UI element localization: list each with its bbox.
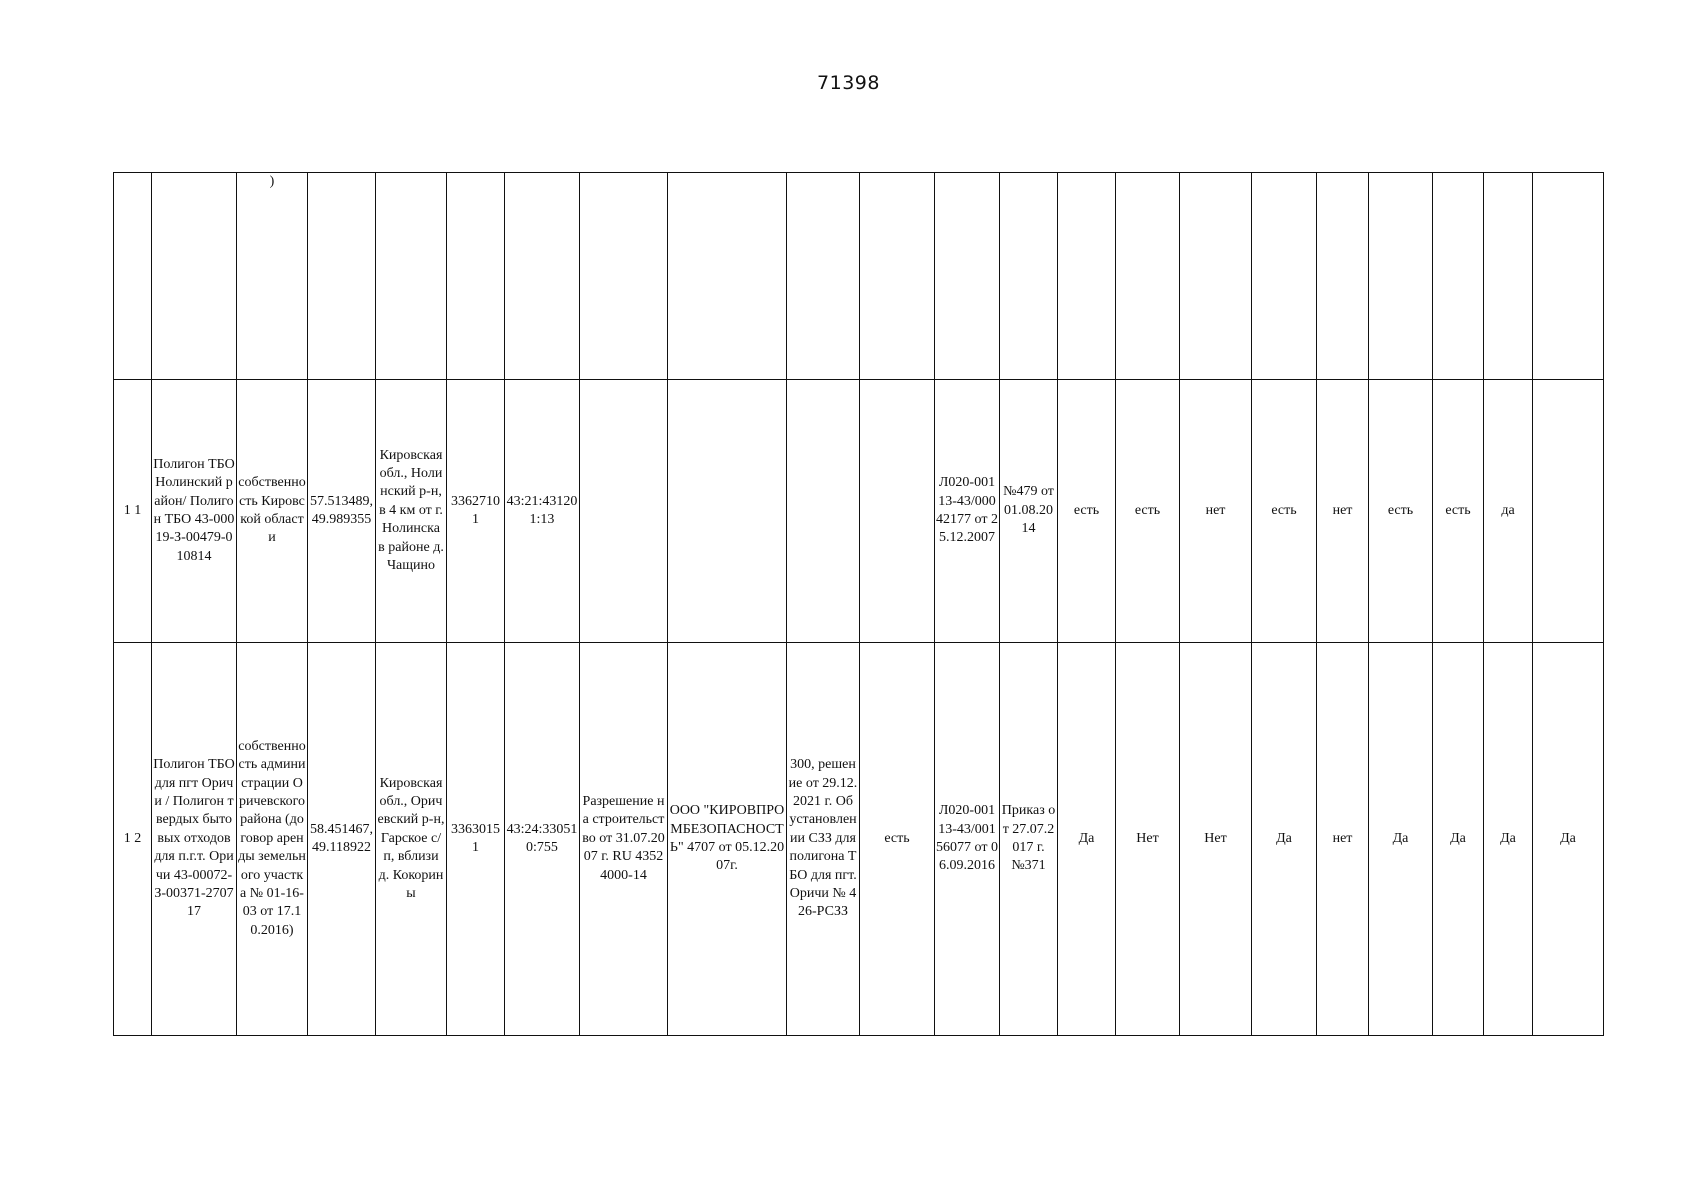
cell-c22: Да <box>1533 643 1604 1036</box>
cell-c18: нет <box>1317 380 1369 643</box>
cell-c15 <box>1116 173 1180 380</box>
cell-object-name: Полигон ТБО для пгт Оричи / Полигон твердых бытовых отходов для п.г.т. Оричи 43-00072-З-00371-270717 <box>152 643 237 1036</box>
cell-c11 <box>860 173 935 380</box>
cell-expertise <box>668 173 787 380</box>
cell-oktmo: 33630151 <box>447 643 505 1036</box>
cell-c19: есть <box>1369 380 1433 643</box>
table-row <box>114 643 1604 1036</box>
registry-table <box>113 172 1604 1036</box>
cell-c19 <box>1369 173 1433 380</box>
cell-c18: нет <box>1317 643 1369 1036</box>
cell-c21: да <box>1484 380 1533 643</box>
cell-cadastral-number: 43:24:330510:755 <box>505 643 580 1036</box>
cell-ownership: собственность администрации Оричевского района (договор аренды земельного участка № 01-16-03 от 17.10.2016) <box>237 643 308 1036</box>
cell-order: Приказ от 27.07.2017 г. №371 <box>1000 643 1058 1036</box>
cell-c17 <box>1252 173 1317 380</box>
cell-index <box>114 173 152 380</box>
cell-coordinates: 58.451467, 49.118922 <box>308 643 376 1036</box>
page-number: 71398 <box>817 72 880 94</box>
cell-address: Кировская обл., Нолинский р-н, в 4 км от г. Нолинска в районе д. Чащино <box>376 380 447 643</box>
cell-order: №479 от 01.08.2014 <box>1000 380 1058 643</box>
cell-c17: Да <box>1252 643 1317 1036</box>
cell-c19: Да <box>1369 643 1433 1036</box>
cell-c11: есть <box>860 643 935 1036</box>
cell-cadastral-number <box>505 173 580 380</box>
cell-c21 <box>1484 173 1533 380</box>
cell-expertise: ООО "КИРОВПРОМБЕЗОПАСНОСТЬ" 4707 от 05.12.2007г. <box>668 643 787 1036</box>
cell-c11 <box>860 380 935 643</box>
cell-construction-permit <box>580 380 668 643</box>
cell-license: Л020-00113-43/00042177 от 25.12.2007 <box>935 380 1000 643</box>
cell-expertise <box>668 380 787 643</box>
cell-c14 <box>1058 173 1116 380</box>
cell-c18 <box>1317 173 1369 380</box>
cell-c21: Да <box>1484 643 1533 1036</box>
cell-c16: нет <box>1180 380 1252 643</box>
cell-order <box>1000 173 1058 380</box>
cell-oktmo: 33627101 <box>447 380 505 643</box>
table-row-continuation <box>114 173 1604 380</box>
cell-c20 <box>1433 173 1484 380</box>
cell-index: 1 2 <box>114 643 152 1036</box>
cell-object-name <box>152 173 237 380</box>
cell-sanitary-zone: 300, решение от 29.12.2021 г. Об установлении СЗЗ для полигона ТБО для пгт. Оричи № 426-РСЗЗ <box>787 643 860 1036</box>
cell-license: Л020-00113-43/00156077 от 06.09.2016 <box>935 643 1000 1036</box>
cell-ownership: ) <box>237 173 308 380</box>
cell-oktmo <box>447 173 505 380</box>
cell-address <box>376 173 447 380</box>
cell-c14: есть <box>1058 380 1116 643</box>
cell-c20: есть <box>1433 380 1484 643</box>
cell-ownership: собственность Кировской области <box>237 380 308 643</box>
cell-construction-permit: Разрешение на строительство от 31.07.2007 г. RU 43524000-14 <box>580 643 668 1036</box>
cell-c15: есть <box>1116 380 1180 643</box>
cell-c22 <box>1533 380 1604 643</box>
cell-coordinates: 57.513489, 49.989355 <box>308 380 376 643</box>
cell-sanitary-zone <box>787 380 860 643</box>
cell-cadastral-number: 43:21:431201:13 <box>505 380 580 643</box>
cell-license <box>935 173 1000 380</box>
cell-c17: есть <box>1252 380 1317 643</box>
cell-object-name: Полигон ТБО Нолинский район/ Полигон ТБО 43-00019-З-00479-010814 <box>152 380 237 643</box>
cell-sanitary-zone <box>787 173 860 380</box>
cell-c16 <box>1180 173 1252 380</box>
cell-index: 1 1 <box>114 380 152 643</box>
cell-construction-permit <box>580 173 668 380</box>
cell-c22 <box>1533 173 1604 380</box>
cell-address: Кировская обл., Оричевский р-н, Гарское с/п, вблизи д. Кокорины <box>376 643 447 1036</box>
cell-c14: Да <box>1058 643 1116 1036</box>
table-row <box>114 380 1604 643</box>
cell-c15: Нет <box>1116 643 1180 1036</box>
cell-coordinates <box>308 173 376 380</box>
cell-c16: Нет <box>1180 643 1252 1036</box>
cell-c20: Да <box>1433 643 1484 1036</box>
